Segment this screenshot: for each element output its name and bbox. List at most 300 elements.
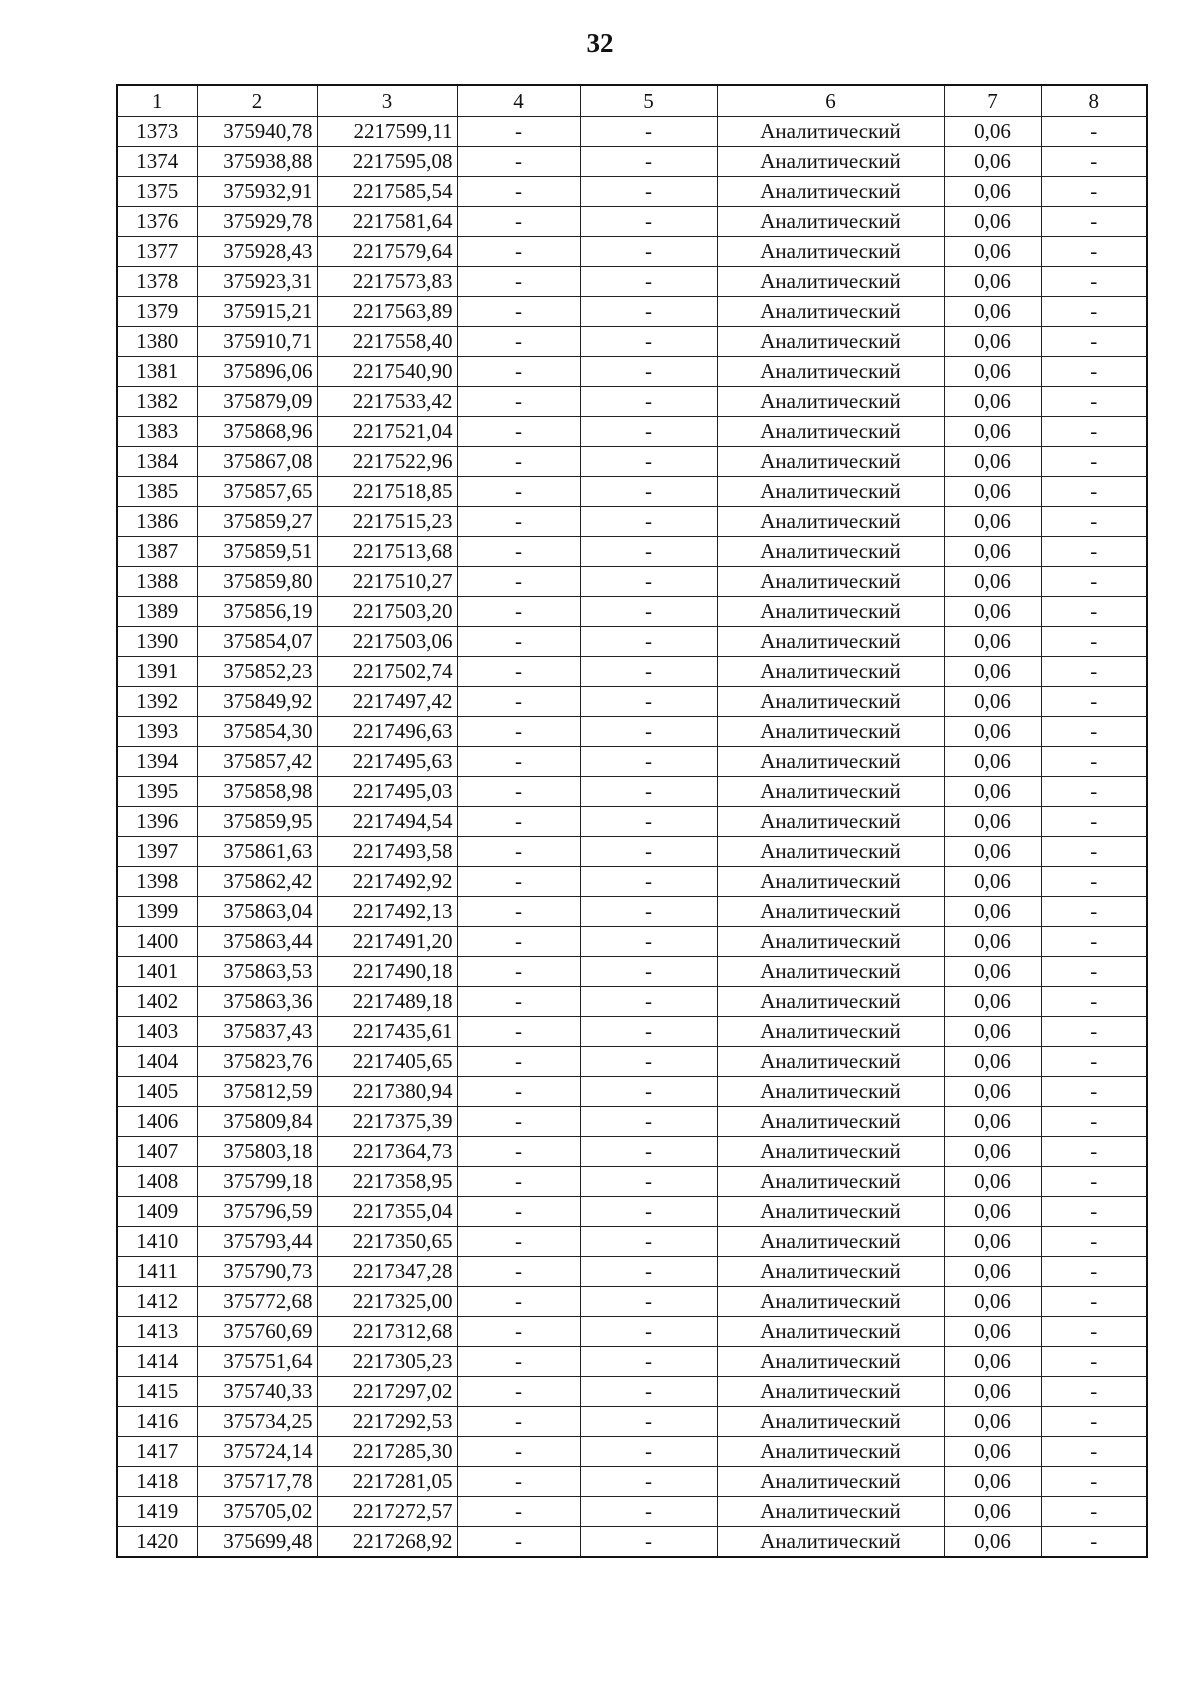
cell-col-5-value: - xyxy=(580,1197,717,1227)
table-row xyxy=(117,177,1147,207)
table-row xyxy=(117,1467,1147,1497)
cell-method: Аналитический xyxy=(717,957,944,987)
table-row xyxy=(117,1017,1147,1047)
cell-col-8-value: - xyxy=(1041,267,1147,297)
cell-col-4-value: - xyxy=(457,597,580,627)
cell-coord-x: 375863,04 xyxy=(197,897,317,927)
cell-coord-x: 375867,08 xyxy=(197,447,317,477)
cell-accuracy: 0,06 xyxy=(944,1047,1041,1077)
cell-point-number: 1395 xyxy=(117,777,197,807)
cell-method: Аналитический xyxy=(717,1437,944,1467)
cell-method: Аналитический xyxy=(717,147,944,177)
table-row xyxy=(117,267,1147,297)
cell-method: Аналитический xyxy=(717,297,944,327)
cell-col-8-value: - xyxy=(1041,147,1147,177)
cell-col-5-value: - xyxy=(580,1377,717,1407)
cell-col-8-value: - xyxy=(1041,447,1147,477)
cell-point-number: 1407 xyxy=(117,1137,197,1167)
cell-coord-y: 2217581,64 xyxy=(317,207,457,237)
cell-accuracy: 0,06 xyxy=(944,927,1041,957)
cell-coord-y: 2217492,92 xyxy=(317,867,457,897)
cell-point-number: 1401 xyxy=(117,957,197,987)
cell-col-4-value: - xyxy=(457,1137,580,1167)
cell-col-4-value: - xyxy=(457,537,580,567)
cell-col-4-value: - xyxy=(457,717,580,747)
cell-col-8-value: - xyxy=(1041,597,1147,627)
cell-col-8-value: - xyxy=(1041,327,1147,357)
table-row xyxy=(117,807,1147,837)
cell-coord-x: 375837,43 xyxy=(197,1017,317,1047)
table-row xyxy=(117,567,1147,597)
cell-col-5-value: - xyxy=(580,627,717,657)
cell-coord-y: 2217563,89 xyxy=(317,297,457,327)
cell-point-number: 1420 xyxy=(117,1527,197,1558)
table-row xyxy=(117,537,1147,567)
cell-col-8-value: - xyxy=(1041,837,1147,867)
cell-method: Аналитический xyxy=(717,237,944,267)
cell-method: Аналитический xyxy=(717,627,944,657)
cell-col-5-value: - xyxy=(580,1257,717,1287)
cell-point-number: 1387 xyxy=(117,537,197,567)
cell-method: Аналитический xyxy=(717,1077,944,1107)
cell-col-5-value: - xyxy=(580,717,717,747)
cell-coord-y: 2217491,20 xyxy=(317,927,457,957)
table-row xyxy=(117,357,1147,387)
cell-coord-x: 375854,07 xyxy=(197,627,317,657)
cell-col-5-value: - xyxy=(580,837,717,867)
cell-point-number: 1398 xyxy=(117,867,197,897)
cell-col-5-value: - xyxy=(580,237,717,267)
cell-accuracy: 0,06 xyxy=(944,747,1041,777)
cell-col-5-value: - xyxy=(580,1407,717,1437)
cell-col-4-value: - xyxy=(457,1227,580,1257)
table-row xyxy=(117,1107,1147,1137)
cell-col-4-value: - xyxy=(457,147,580,177)
cell-accuracy: 0,06 xyxy=(944,957,1041,987)
cell-col-8-value: - xyxy=(1041,657,1147,687)
table-row xyxy=(117,897,1147,927)
cell-col-8-value: - xyxy=(1041,1377,1147,1407)
cell-coord-x: 375938,88 xyxy=(197,147,317,177)
cell-point-number: 1379 xyxy=(117,297,197,327)
cell-col-8-value: - xyxy=(1041,1287,1147,1317)
table-row xyxy=(117,837,1147,867)
cell-coord-x: 375932,91 xyxy=(197,177,317,207)
cell-col-5-value: - xyxy=(580,1017,717,1047)
cell-coord-x: 375796,59 xyxy=(197,1197,317,1227)
cell-method: Аналитический xyxy=(717,117,944,147)
cell-coord-x: 375863,44 xyxy=(197,927,317,957)
cell-col-8-value: - xyxy=(1041,1317,1147,1347)
cell-col-4-value: - xyxy=(457,1017,580,1047)
cell-coord-x: 375849,92 xyxy=(197,687,317,717)
cell-col-5-value: - xyxy=(580,477,717,507)
cell-accuracy: 0,06 xyxy=(944,177,1041,207)
cell-point-number: 1393 xyxy=(117,717,197,747)
cell-col-8-value: - xyxy=(1041,957,1147,987)
cell-coord-x: 375859,95 xyxy=(197,807,317,837)
cell-coord-x: 375734,25 xyxy=(197,1407,317,1437)
cell-coord-x: 375858,98 xyxy=(197,777,317,807)
cell-coord-x: 375896,06 xyxy=(197,357,317,387)
table-row xyxy=(117,507,1147,537)
cell-accuracy: 0,06 xyxy=(944,1437,1041,1467)
table-row xyxy=(117,477,1147,507)
cell-coord-y: 2217558,40 xyxy=(317,327,457,357)
cell-method: Аналитический xyxy=(717,747,944,777)
cell-coord-y: 2217522,96 xyxy=(317,447,457,477)
cell-col-5-value: - xyxy=(580,1287,717,1317)
cell-col-8-value: - xyxy=(1041,417,1147,447)
cell-coord-x: 375940,78 xyxy=(197,117,317,147)
column-header-5: 5 xyxy=(580,85,717,117)
cell-accuracy: 0,06 xyxy=(944,477,1041,507)
cell-coord-y: 2217285,30 xyxy=(317,1437,457,1467)
table-row xyxy=(117,387,1147,417)
table-row xyxy=(117,627,1147,657)
cell-method: Аналитический xyxy=(717,897,944,927)
cell-coord-x: 375859,27 xyxy=(197,507,317,537)
cell-col-4-value: - xyxy=(457,297,580,327)
cell-point-number: 1409 xyxy=(117,1197,197,1227)
cell-method: Аналитический xyxy=(717,1377,944,1407)
cell-point-number: 1419 xyxy=(117,1497,197,1527)
cell-coord-x: 375929,78 xyxy=(197,207,317,237)
cell-coord-y: 2217533,42 xyxy=(317,387,457,417)
cell-coord-y: 2217350,65 xyxy=(317,1227,457,1257)
cell-col-5-value: - xyxy=(580,1227,717,1257)
cell-col-8-value: - xyxy=(1041,927,1147,957)
cell-col-8-value: - xyxy=(1041,1107,1147,1137)
table-row xyxy=(117,657,1147,687)
cell-col-8-value: - xyxy=(1041,777,1147,807)
cell-col-4-value: - xyxy=(457,1317,580,1347)
cell-col-4-value: - xyxy=(457,477,580,507)
cell-point-number: 1385 xyxy=(117,477,197,507)
cell-coord-y: 2217494,54 xyxy=(317,807,457,837)
cell-accuracy: 0,06 xyxy=(944,357,1041,387)
cell-point-number: 1390 xyxy=(117,627,197,657)
cell-accuracy: 0,06 xyxy=(944,987,1041,1017)
table-row xyxy=(117,1167,1147,1197)
cell-accuracy: 0,06 xyxy=(944,627,1041,657)
cell-method: Аналитический xyxy=(717,1227,944,1257)
cell-point-number: 1377 xyxy=(117,237,197,267)
cell-coord-y: 2217405,65 xyxy=(317,1047,457,1077)
cell-point-number: 1412 xyxy=(117,1287,197,1317)
cell-method: Аналитический xyxy=(717,1047,944,1077)
table-row xyxy=(117,687,1147,717)
cell-accuracy: 0,06 xyxy=(944,897,1041,927)
cell-method: Аналитический xyxy=(717,1287,944,1317)
cell-point-number: 1410 xyxy=(117,1227,197,1257)
cell-col-4-value: - xyxy=(457,237,580,267)
cell-point-number: 1386 xyxy=(117,507,197,537)
cell-coord-x: 375823,76 xyxy=(197,1047,317,1077)
cell-col-8-value: - xyxy=(1041,717,1147,747)
cell-coord-x: 375809,84 xyxy=(197,1107,317,1137)
cell-coord-x: 375854,30 xyxy=(197,717,317,747)
cell-col-4-value: - xyxy=(457,867,580,897)
cell-col-5-value: - xyxy=(580,1047,717,1077)
cell-accuracy: 0,06 xyxy=(944,1167,1041,1197)
cell-coord-x: 375928,43 xyxy=(197,237,317,267)
cell-method: Аналитический xyxy=(717,777,944,807)
cell-col-4-value: - xyxy=(457,927,580,957)
cell-col-4-value: - xyxy=(457,687,580,717)
cell-col-8-value: - xyxy=(1041,297,1147,327)
cell-point-number: 1403 xyxy=(117,1017,197,1047)
cell-coord-x: 375861,63 xyxy=(197,837,317,867)
cell-col-5-value: - xyxy=(580,507,717,537)
cell-method: Аналитический xyxy=(717,1197,944,1227)
table-row xyxy=(117,1527,1147,1558)
cell-point-number: 1374 xyxy=(117,147,197,177)
cell-point-number: 1375 xyxy=(117,177,197,207)
cell-col-8-value: - xyxy=(1041,1047,1147,1077)
table-row xyxy=(117,747,1147,777)
cell-col-4-value: - xyxy=(457,1287,580,1317)
cell-accuracy: 0,06 xyxy=(944,867,1041,897)
cell-col-4-value: - xyxy=(457,1527,580,1558)
table-row xyxy=(117,1347,1147,1377)
cell-col-4-value: - xyxy=(457,507,580,537)
cell-coord-x: 375740,33 xyxy=(197,1377,317,1407)
cell-col-8-value: - xyxy=(1041,1497,1147,1527)
column-header-2: 2 xyxy=(197,85,317,117)
cell-col-5-value: - xyxy=(580,1317,717,1347)
cell-col-8-value: - xyxy=(1041,177,1147,207)
cell-accuracy: 0,06 xyxy=(944,417,1041,447)
cell-col-8-value: - xyxy=(1041,207,1147,237)
cell-coord-y: 2217496,63 xyxy=(317,717,457,747)
cell-col-8-value: - xyxy=(1041,1137,1147,1167)
cell-col-5-value: - xyxy=(580,807,717,837)
column-header-7: 7 xyxy=(944,85,1041,117)
cell-col-5-value: - xyxy=(580,117,717,147)
cell-method: Аналитический xyxy=(717,537,944,567)
cell-accuracy: 0,06 xyxy=(944,267,1041,297)
cell-accuracy: 0,06 xyxy=(944,1497,1041,1527)
table-row xyxy=(117,447,1147,477)
cell-col-8-value: - xyxy=(1041,1437,1147,1467)
table-row xyxy=(117,1497,1147,1527)
cell-coord-x: 375915,21 xyxy=(197,297,317,327)
cell-col-8-value: - xyxy=(1041,237,1147,267)
cell-point-number: 1384 xyxy=(117,447,197,477)
table-row xyxy=(117,1407,1147,1437)
cell-col-8-value: - xyxy=(1041,387,1147,417)
cell-col-5-value: - xyxy=(580,987,717,1017)
cell-accuracy: 0,06 xyxy=(944,807,1041,837)
cell-method: Аналитический xyxy=(717,327,944,357)
cell-method: Аналитический xyxy=(717,687,944,717)
cell-coord-y: 2217297,02 xyxy=(317,1377,457,1407)
cell-coord-x: 375803,18 xyxy=(197,1137,317,1167)
cell-coord-x: 375863,36 xyxy=(197,987,317,1017)
cell-col-5-value: - xyxy=(580,567,717,597)
cell-method: Аналитический xyxy=(717,1137,944,1167)
cell-col-4-value: - xyxy=(457,357,580,387)
table-row xyxy=(117,987,1147,1017)
cell-method: Аналитический xyxy=(717,1317,944,1347)
cell-col-4-value: - xyxy=(457,1197,580,1227)
cell-coord-x: 375857,42 xyxy=(197,747,317,777)
cell-col-4-value: - xyxy=(457,1047,580,1077)
cell-col-5-value: - xyxy=(580,747,717,777)
cell-col-8-value: - xyxy=(1041,1227,1147,1257)
table-row xyxy=(117,1197,1147,1227)
cell-col-4-value: - xyxy=(457,1257,580,1287)
cell-col-5-value: - xyxy=(580,1167,717,1197)
cell-method: Аналитический xyxy=(717,507,944,537)
cell-coord-x: 375859,51 xyxy=(197,537,317,567)
cell-coord-x: 375859,80 xyxy=(197,567,317,597)
cell-col-5-value: - xyxy=(580,327,717,357)
cell-col-8-value: - xyxy=(1041,1467,1147,1497)
cell-col-8-value: - xyxy=(1041,1197,1147,1227)
cell-col-4-value: - xyxy=(457,897,580,927)
cell-col-4-value: - xyxy=(457,117,580,147)
cell-accuracy: 0,06 xyxy=(944,657,1041,687)
table-row xyxy=(117,867,1147,897)
cell-accuracy: 0,06 xyxy=(944,1017,1041,1047)
cell-method: Аналитический xyxy=(717,987,944,1017)
cell-col-5-value: - xyxy=(580,1077,717,1107)
cell-accuracy: 0,06 xyxy=(944,1527,1041,1558)
cell-coord-x: 375793,44 xyxy=(197,1227,317,1257)
cell-accuracy: 0,06 xyxy=(944,1317,1041,1347)
cell-point-number: 1381 xyxy=(117,357,197,387)
cell-col-4-value: - xyxy=(457,1377,580,1407)
cell-method: Аналитический xyxy=(717,1347,944,1377)
cell-method: Аналитический xyxy=(717,357,944,387)
cell-accuracy: 0,06 xyxy=(944,1197,1041,1227)
cell-point-number: 1405 xyxy=(117,1077,197,1107)
cell-accuracy: 0,06 xyxy=(944,387,1041,417)
cell-coord-y: 2217495,03 xyxy=(317,777,457,807)
cell-coord-x: 375772,68 xyxy=(197,1287,317,1317)
cell-col-5-value: - xyxy=(580,1137,717,1167)
cell-col-4-value: - xyxy=(457,957,580,987)
cell-method: Аналитический xyxy=(717,1107,944,1137)
cell-col-8-value: - xyxy=(1041,357,1147,387)
column-header-1: 1 xyxy=(117,85,197,117)
cell-coord-y: 2217513,68 xyxy=(317,537,457,567)
table-row xyxy=(117,327,1147,357)
cell-col-5-value: - xyxy=(580,357,717,387)
cell-col-5-value: - xyxy=(580,657,717,687)
cell-col-8-value: - xyxy=(1041,117,1147,147)
cell-coord-y: 2217492,13 xyxy=(317,897,457,927)
cell-accuracy: 0,06 xyxy=(944,837,1041,867)
cell-point-number: 1396 xyxy=(117,807,197,837)
cell-coord-y: 2217272,57 xyxy=(317,1497,457,1527)
cell-point-number: 1382 xyxy=(117,387,197,417)
cell-method: Аналитический xyxy=(717,1407,944,1437)
cell-coord-x: 375923,31 xyxy=(197,267,317,297)
cell-method: Аналитический xyxy=(717,927,944,957)
column-header-3: 3 xyxy=(317,85,457,117)
cell-method: Аналитический xyxy=(717,1167,944,1197)
cell-col-5-value: - xyxy=(580,957,717,987)
cell-col-5-value: - xyxy=(580,1467,717,1497)
cell-method: Аналитический xyxy=(717,657,944,687)
cell-col-5-value: - xyxy=(580,447,717,477)
cell-coord-y: 2217305,23 xyxy=(317,1347,457,1377)
cell-accuracy: 0,06 xyxy=(944,1077,1041,1107)
cell-col-5-value: - xyxy=(580,1107,717,1137)
cell-accuracy: 0,06 xyxy=(944,1227,1041,1257)
cell-col-4-value: - xyxy=(457,1407,580,1437)
cell-method: Аналитический xyxy=(717,1527,944,1558)
cell-coord-y: 2217292,53 xyxy=(317,1407,457,1437)
cell-point-number: 1376 xyxy=(117,207,197,237)
cell-point-number: 1402 xyxy=(117,987,197,1017)
cell-col-4-value: - xyxy=(457,777,580,807)
cell-coord-x: 375852,23 xyxy=(197,657,317,687)
cell-accuracy: 0,06 xyxy=(944,327,1041,357)
cell-coord-y: 2217358,95 xyxy=(317,1167,457,1197)
cell-col-8-value: - xyxy=(1041,1407,1147,1437)
table-row xyxy=(117,1137,1147,1167)
cell-col-5-value: - xyxy=(580,597,717,627)
table-row xyxy=(117,1047,1147,1077)
cell-coord-y: 2217355,04 xyxy=(317,1197,457,1227)
cell-col-4-value: - xyxy=(457,1467,580,1497)
cell-point-number: 1378 xyxy=(117,267,197,297)
cell-coord-y: 2217268,92 xyxy=(317,1527,457,1558)
cell-col-8-value: - xyxy=(1041,537,1147,567)
cell-coord-y: 2217510,27 xyxy=(317,567,457,597)
column-header-6: 6 xyxy=(717,85,944,117)
cell-col-8-value: - xyxy=(1041,987,1147,1017)
cell-point-number: 1399 xyxy=(117,897,197,927)
cell-method: Аналитический xyxy=(717,567,944,597)
cell-col-4-value: - xyxy=(457,657,580,687)
cell-coord-y: 2217573,83 xyxy=(317,267,457,297)
table-row xyxy=(117,1377,1147,1407)
cell-point-number: 1408 xyxy=(117,1167,197,1197)
cell-method: Аналитический xyxy=(717,447,944,477)
cell-col-8-value: - xyxy=(1041,477,1147,507)
cell-point-number: 1397 xyxy=(117,837,197,867)
cell-col-8-value: - xyxy=(1041,1077,1147,1107)
table-row xyxy=(117,597,1147,627)
cell-accuracy: 0,06 xyxy=(944,1377,1041,1407)
cell-method: Аналитический xyxy=(717,177,944,207)
cell-col-4-value: - xyxy=(457,807,580,837)
table-row xyxy=(117,1257,1147,1287)
cell-accuracy: 0,06 xyxy=(944,1287,1041,1317)
table-row xyxy=(117,1287,1147,1317)
cell-coord-y: 2217521,04 xyxy=(317,417,457,447)
cell-coord-y: 2217347,28 xyxy=(317,1257,457,1287)
table-row xyxy=(117,957,1147,987)
cell-accuracy: 0,06 xyxy=(944,1137,1041,1167)
cell-method: Аналитический xyxy=(717,477,944,507)
cell-coord-y: 2217380,94 xyxy=(317,1077,457,1107)
table-row xyxy=(117,1317,1147,1347)
cell-col-8-value: - xyxy=(1041,507,1147,537)
cell-col-5-value: - xyxy=(580,927,717,957)
cell-coord-y: 2217518,85 xyxy=(317,477,457,507)
cell-col-4-value: - xyxy=(457,327,580,357)
cell-col-5-value: - xyxy=(580,687,717,717)
cell-accuracy: 0,06 xyxy=(944,777,1041,807)
cell-coord-x: 375760,69 xyxy=(197,1317,317,1347)
cell-col-5-value: - xyxy=(580,1497,717,1527)
